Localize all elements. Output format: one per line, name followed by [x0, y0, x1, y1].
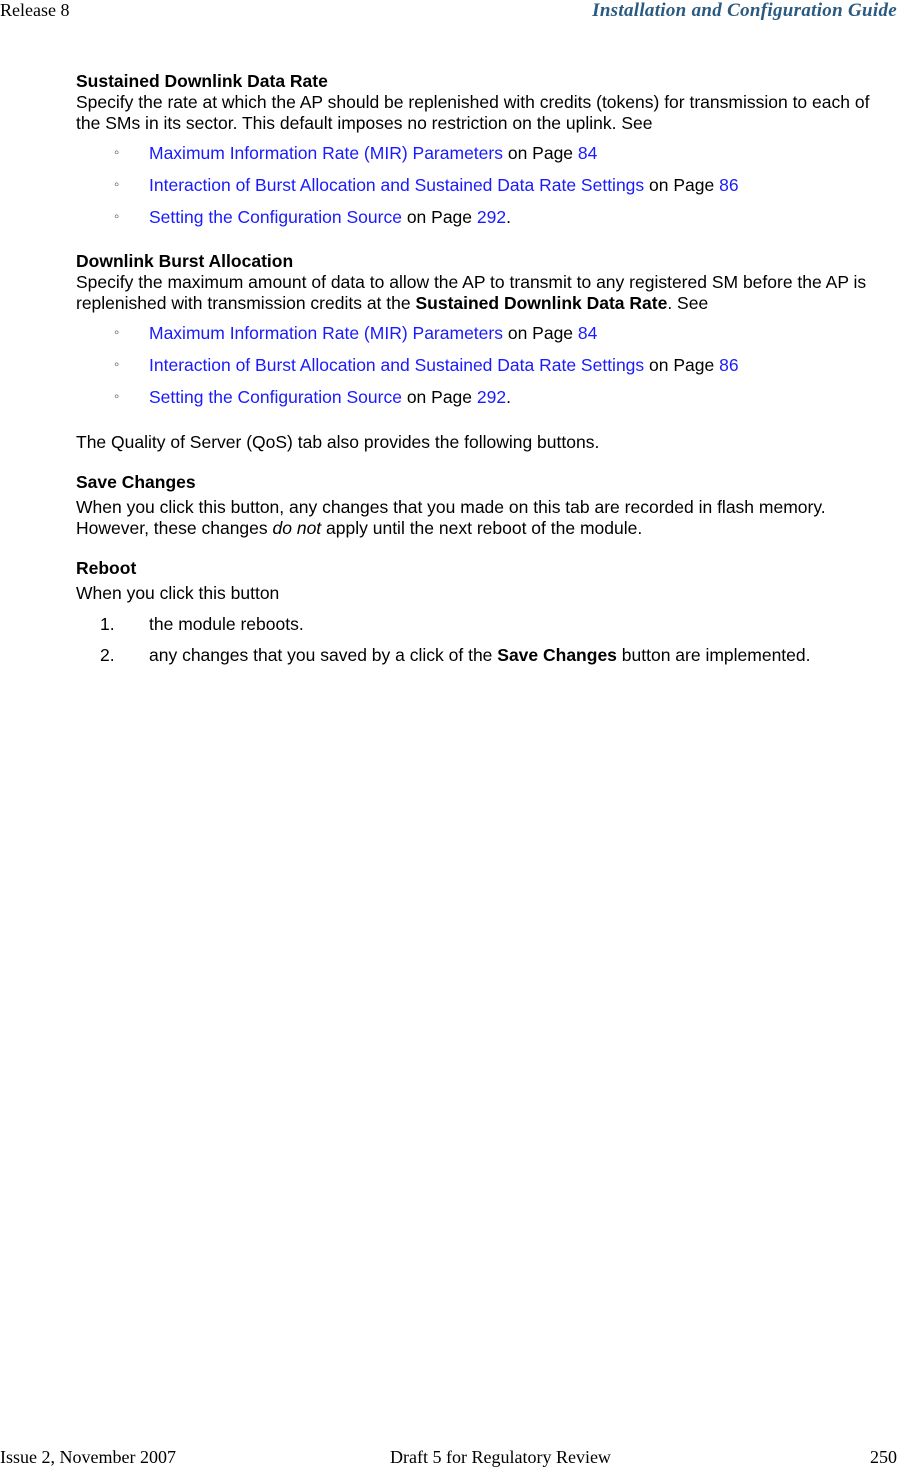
step-text: any changes that you saved by a click of the: [149, 645, 498, 665]
section-body: [76, 497, 886, 539]
page-link[interactable]: 292: [476, 387, 507, 407]
reference-link[interactable]: Maximum Information Rate (MIR) Parameters: [149, 323, 503, 343]
reference-item: [76, 174, 886, 206]
buttons-intro: The Quality of Server (QoS) tab also provides the following buttons.: [76, 432, 600, 452]
reference-link[interactable]: Setting the Configuration Source: [149, 207, 402, 227]
section-title: Downlink Burst Allocation: [76, 251, 294, 271]
section-body: Specify the rate at which the AP should be replenished with credits (tokens) for transmission to each of the SMs in its sector. This default imposes no restriction on the uplink. See: [76, 92, 870, 133]
reference-end: .: [506, 207, 511, 227]
reference-item: [76, 206, 886, 238]
body-text-end: apply until the next reboot of the module.: [321, 518, 643, 538]
footer-page-number: 250: [870, 1447, 897, 1467]
page-link[interactable]: 292: [476, 207, 507, 227]
reference-item: [76, 354, 886, 386]
reference-on-page: on Page: [502, 143, 578, 163]
reference-on-page: on Page: [401, 387, 477, 407]
body-emphasis: Sustained Downlink Data Rate: [415, 293, 668, 313]
reference-on-page: on Page: [401, 207, 477, 227]
page-link[interactable]: 86: [719, 355, 739, 375]
reference-item: [76, 142, 886, 174]
reference-list: [76, 142, 886, 238]
step-item: [76, 614, 886, 635]
section-reboot: [76, 557, 886, 666]
steps-list: [76, 614, 886, 666]
page-link[interactable]: 84: [577, 323, 598, 343]
reference-on-page: on Page: [644, 175, 720, 195]
section-save-changes: [76, 471, 886, 539]
step-item: [76, 645, 886, 666]
reference-item: [76, 322, 886, 354]
header-guide-title: Installation and Configuration Guide: [592, 0, 897, 21]
step-number: 2.: [100, 645, 115, 665]
body-text: When you click this button, any changes that you made on this tab are recorded in flash memory. However, these changes: [76, 497, 826, 538]
body-italic: do not: [272, 518, 322, 538]
step-emphasis: Save Changes: [497, 645, 617, 665]
section-body: [76, 272, 886, 314]
section-title: Save Changes: [76, 472, 196, 492]
section-downlink-burst-allocation: [76, 250, 886, 418]
section-title: Reboot: [76, 558, 137, 578]
bullet-icon: ◦: [114, 176, 120, 193]
step-number: 1.: [100, 614, 115, 634]
reference-link[interactable]: Interaction of Burst Allocation and Sustained Data Rate Settings: [149, 175, 645, 195]
reference-end: .: [506, 387, 511, 407]
reference-item: [76, 386, 886, 418]
header-release: Release 8: [0, 0, 70, 20]
bullet-icon: ◦: [114, 144, 120, 161]
step-text-end: button are implemented.: [616, 645, 811, 665]
section-body: When you click this button: [76, 583, 280, 603]
body-text-end: . See: [667, 293, 709, 313]
reference-on-page: on Page: [502, 323, 578, 343]
reference-link[interactable]: Maximum Information Rate (MIR) Parameters: [149, 143, 503, 163]
page-link[interactable]: 86: [719, 175, 739, 195]
reference-on-page: on Page: [644, 355, 720, 375]
reference-link[interactable]: Setting the Configuration Source: [149, 387, 402, 407]
page-content: [76, 70, 886, 678]
bullet-icon: ◦: [114, 388, 120, 405]
page-link[interactable]: 84: [577, 143, 598, 163]
footer-issue: Issue 2, November 2007: [0, 1447, 176, 1467]
footer-draft: Draft 5 for Regulatory Review: [390, 1447, 611, 1467]
bullet-icon: ◦: [114, 324, 120, 341]
bullet-icon: ◦: [114, 208, 120, 225]
reference-list: [76, 322, 886, 418]
step-text: the module reboots.: [149, 614, 304, 634]
body-text: Specify the maximum amount of data to allow the AP to transmit to any registered SM before the AP is replenished with transmission credits at the: [76, 272, 867, 313]
section-title: Sustained Downlink Data Rate: [76, 71, 328, 91]
section-sustained-downlink-data-rate: [76, 70, 886, 238]
reference-link[interactable]: Interaction of Burst Allocation and Sustained Data Rate Settings: [149, 355, 645, 375]
bullet-icon: ◦: [114, 356, 120, 373]
